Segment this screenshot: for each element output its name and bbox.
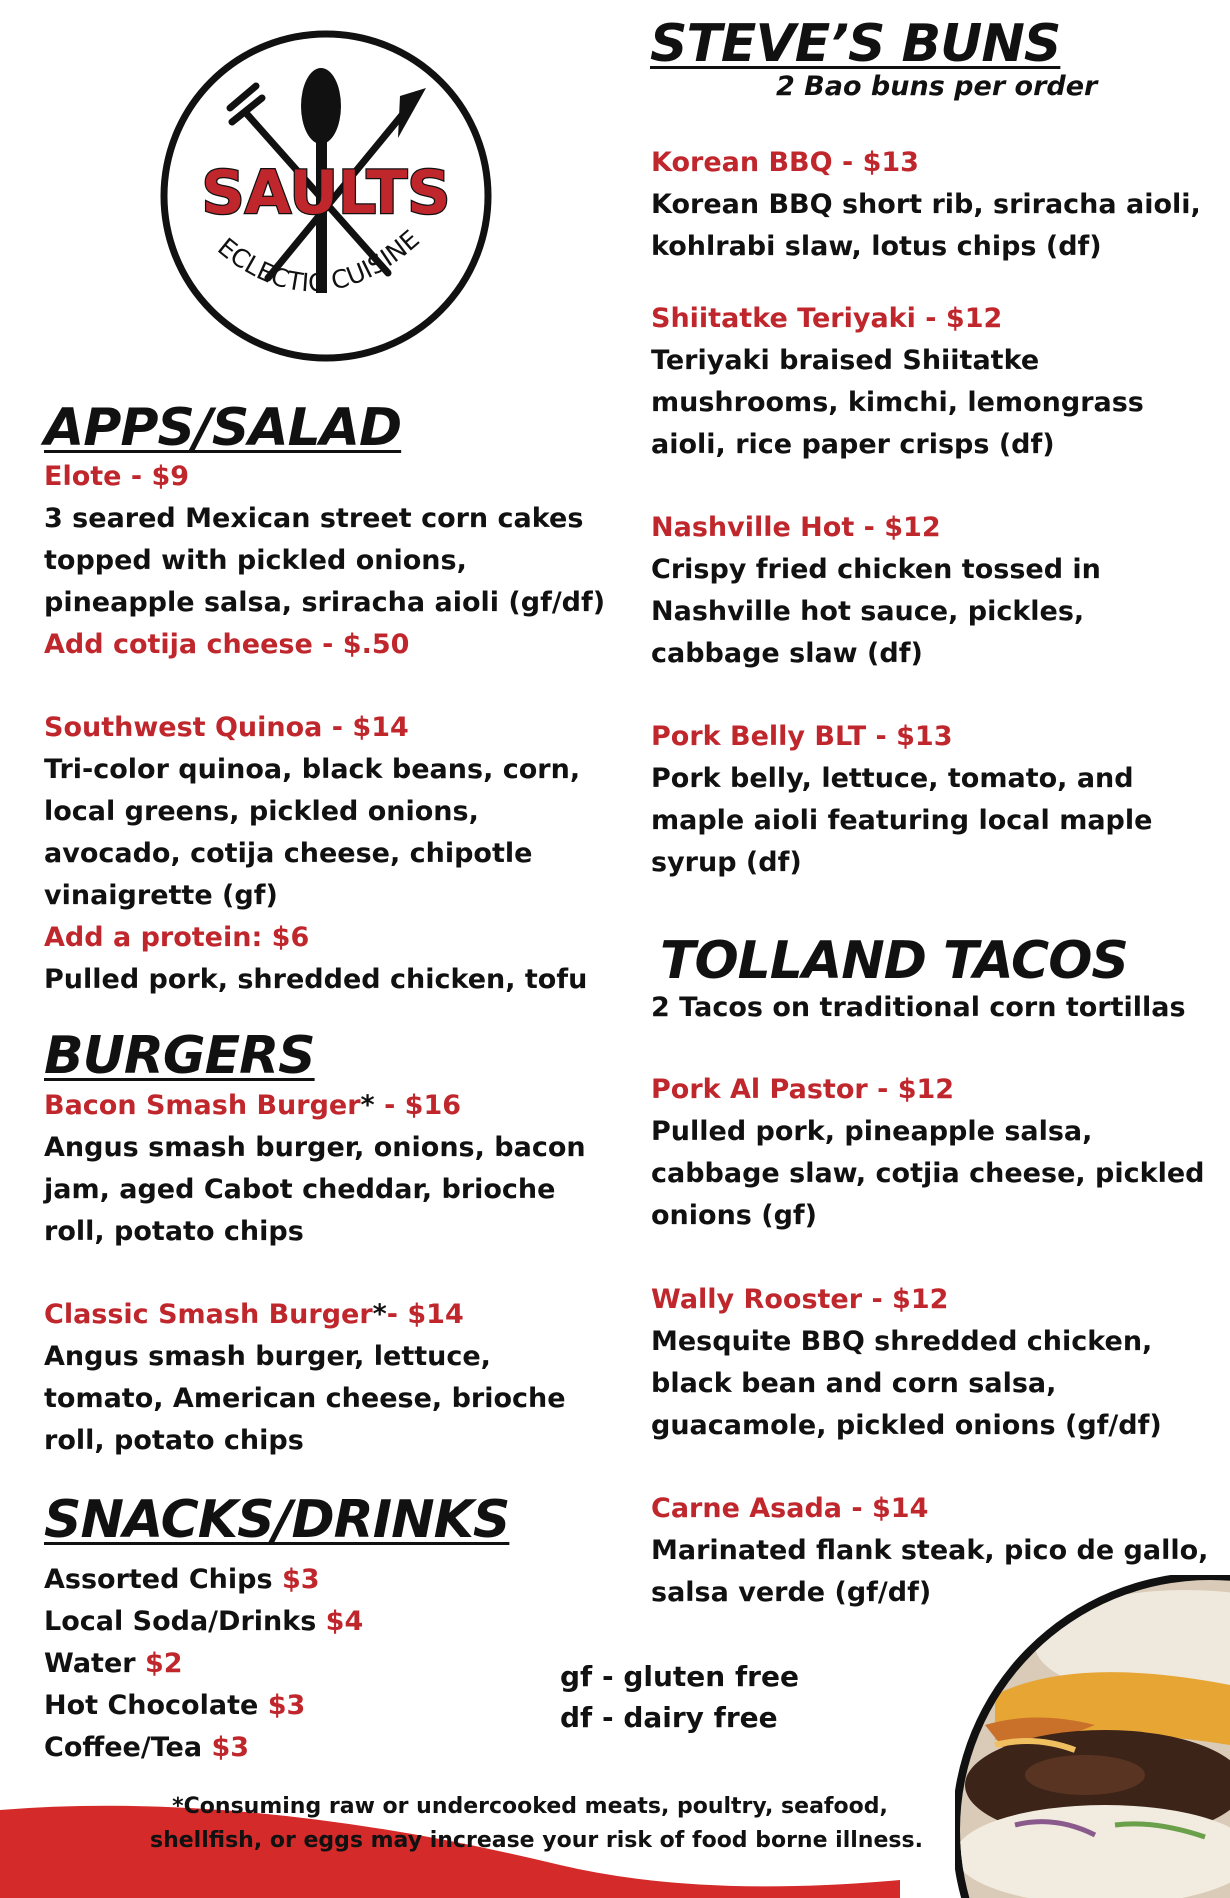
item-title: Korean BBQ - $13	[651, 147, 919, 178]
item-description: Angus smash burger, onions, bacon jam, aged Cabot cheddar, brioche roll, potato chips	[44, 1132, 586, 1247]
item-description: Pulled pork, pineapple salsa, cabbage slaw, cotjia cheese, pickled onions (gf)	[651, 1116, 1205, 1231]
burgers-item	[44, 1294, 566, 1462]
apps-item	[44, 456, 605, 666]
item-title: Pork Belly BLT - $13	[651, 721, 953, 752]
item-description: Teriyaki braised Shiitatke mushrooms, kimchi, lemongrass aioli, rice paper crisps (df)	[651, 345, 1144, 460]
item-title: Pork Al Pastor - $12	[651, 1074, 955, 1105]
addon-text: Add cotija cheese - $.50	[44, 629, 410, 660]
food-safety-disclaimer: *Consuming raw or undercooked meats, poultry, seafood, shellfish, or eggs may increase your risk of food borne illness.	[150, 1794, 923, 1853]
list-item: Coffee/Tea $3	[44, 1732, 250, 1763]
item-description: 3 seared Mexican street corn cakes topped with pickled onions, pineapple salsa, sriracha aioli (gf/df)	[44, 503, 606, 618]
addon-detail: Pulled pork, shredded chicken, tofu	[44, 964, 588, 995]
bao-bun-photo	[955, 1575, 1230, 1898]
buns-heading: STEVE’S BUNS	[650, 14, 1061, 74]
item-title: Bacon Smash Burger* - $16	[44, 1090, 462, 1121]
logo-tagline: ECLECTIC CUISINE	[212, 224, 425, 298]
list-item: Water $2	[44, 1648, 183, 1679]
tacos-item	[651, 1488, 1208, 1614]
tacos-heading: TOLLAND TACOS	[660, 931, 1128, 991]
item-title: Elote - $9	[44, 461, 190, 492]
item-title: Shiitatke Teriyaki - $12	[651, 303, 1003, 334]
snacks-list	[44, 1559, 363, 1769]
dietary-legend	[560, 1656, 799, 1738]
snacks-heading: SNACKS/DRINKS	[44, 1490, 510, 1550]
buns-item	[651, 716, 1152, 884]
buns-item	[651, 298, 1144, 466]
legend-df: df - dairy free	[560, 1701, 778, 1734]
tacos-subheading: 2 Tacos on traditional corn tortillas	[651, 992, 1186, 1023]
item-description: Tri-color quinoa, black beans, corn, local greens, pickled onions, avocado, cotija cheese, chipotle vinaigrette (gf)	[44, 754, 581, 911]
legend-gf: gf - gluten free	[560, 1660, 799, 1693]
tacos-item	[651, 1069, 1204, 1237]
burgers-heading: BURGERS	[44, 1026, 315, 1086]
buns-subheading: 2 Bao buns per order	[776, 71, 1098, 102]
item-title: Nashville Hot - $12	[651, 512, 941, 543]
item-title: Southwest Quinoa - $14	[44, 712, 409, 743]
item-title: Carne Asada - $14	[651, 1493, 929, 1524]
item-title: Wally Rooster - $12	[651, 1284, 949, 1315]
apps-item	[44, 707, 587, 1001]
buns-item	[651, 142, 1201, 268]
item-description: Angus smash burger, lettuce, tomato, American cheese, brioche roll, potato chips	[44, 1341, 566, 1456]
apps-heading: APPS/SALAD	[44, 398, 402, 458]
addon-text: Add a protein: $6	[44, 922, 310, 953]
item-description: Crispy fried chicken tossed in Nashville hot sauce, pickles, cabbage slaw (df)	[651, 554, 1101, 669]
list-item: Assorted Chips $3	[44, 1564, 320, 1595]
logo-name: SAULTS	[201, 158, 451, 228]
list-item: Hot Chocolate $3	[44, 1690, 306, 1721]
item-description: Pork belly, lettuce, tomato, and maple aioli featuring local maple syrup (df)	[651, 763, 1153, 878]
burgers-item	[44, 1085, 586, 1253]
tacos-item	[651, 1279, 1162, 1447]
buns-item	[651, 507, 1101, 675]
item-description: Marinated flank steak, pico de gallo, salsa verde (gf/df)	[651, 1535, 1209, 1608]
item-description: Korean BBQ short rib, sriracha aioli, kohlrabi slaw, lotus chips (df)	[651, 189, 1201, 262]
item-description: Mesquite BBQ shredded chicken, black bean and corn salsa, guacamole, pickled onions (gf/df)	[651, 1326, 1162, 1441]
saults-logo	[158, 28, 494, 364]
list-item: Local Soda/Drinks $4	[44, 1606, 364, 1637]
item-title: Classic Smash Burger*- $14	[44, 1299, 464, 1330]
